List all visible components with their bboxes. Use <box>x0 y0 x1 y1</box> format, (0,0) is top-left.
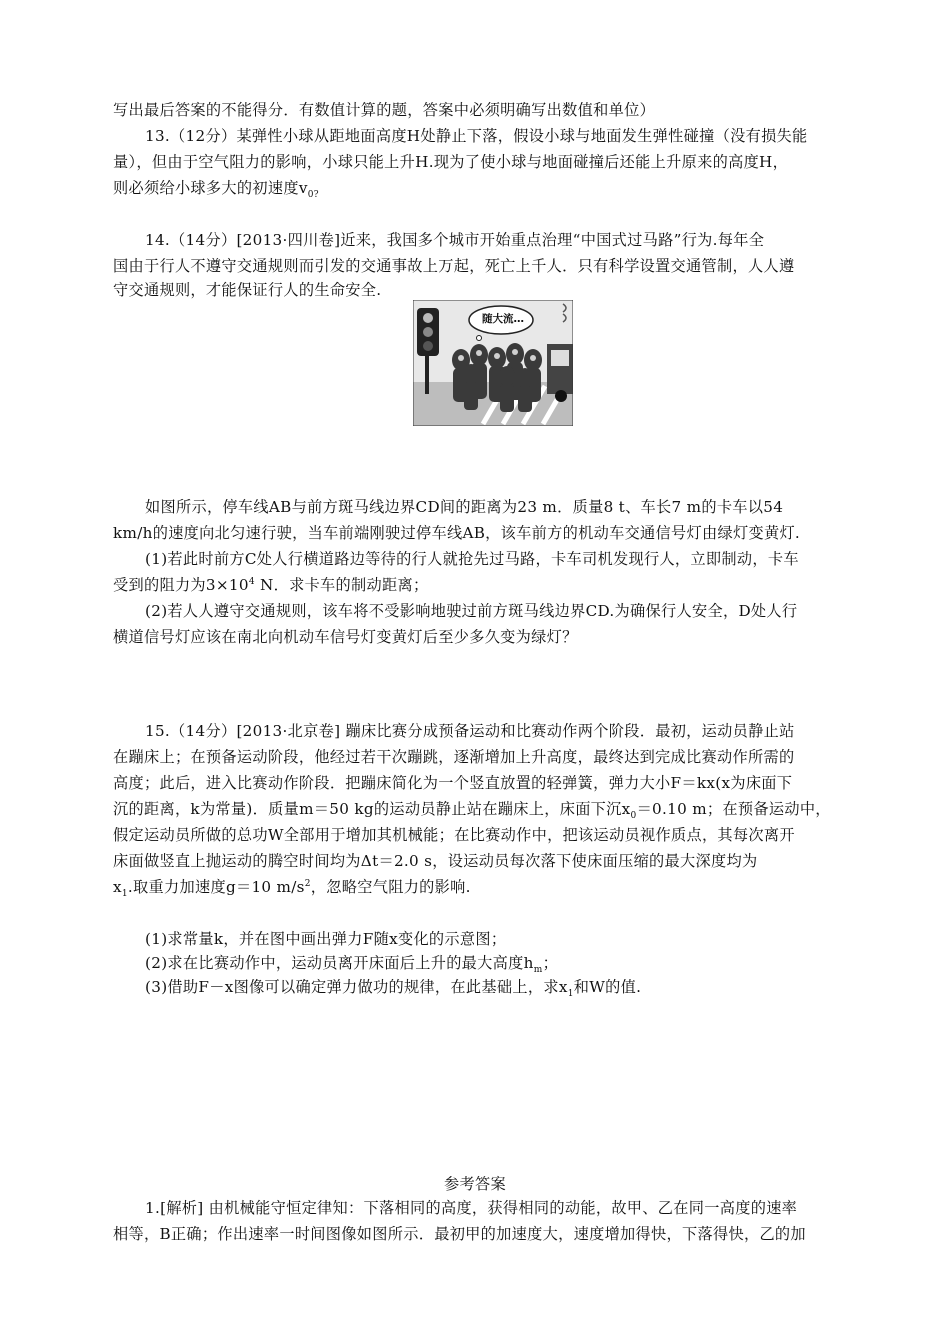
q14-line-2: 国由于行人不遵守交通规则而引发的交通事故上万起，死亡上千人．只有科学设置交通管制，人人遵 <box>113 257 795 275</box>
q14-line-3: 守交通规则，才能保证行人的生命安全. <box>113 281 382 299</box>
speech-bubble-text: 随大流… <box>482 313 524 325</box>
q14-sub-2a: (2)若人人遵守交通规则，该车将不受影响地驶过前方斑马线边界CD.为确保行人安全，D处人行 <box>145 602 798 620</box>
q15-sub-3: (3)借助F－x图像可以确定弹力做功的规律，在此基础上，求$x_1$和W的值. <box>145 978 642 1000</box>
q14-sub-1b: 受到的阻力为$3\times 10^4$ N．求卡车的制动距离； <box>113 576 429 594</box>
q13-line-3: 则必须给小球多大的初速度$v_{0?}$ <box>113 179 319 201</box>
q15-line-3: 高度；此后，进入比赛动作阶段．把蹦床简化为一个竖直放置的轻弹簧，弹力大小F＝kx(x为床面下 <box>113 774 793 792</box>
traffic-cartoon-figure <box>413 300 573 426</box>
intro-line: 写出最后答案的不能得分．有数值计算的题，答案中必须明确写出数值和单位） <box>113 101 656 119</box>
q15-line-5: 假定运动员所做的总功W全部用于增加其机械能；在比赛动作中，把该运动员视作质点，其每次离开 <box>113 826 795 844</box>
answer-1-line-2: 相等，B正确；作出速率一时间图像如图所示．最初甲的加速度大，速度增加得快，下落得快，乙的加 <box>113 1225 806 1243</box>
q14-sub-1a: (1)若此时前方C处人行横道路边等待的行人就抢先过马路，卡车司机发现行人，立即制动，卡车 <box>145 550 799 568</box>
answers-heading: 参考答案 <box>444 1175 506 1193</box>
q15-line-1: 15.（14分）[2013·北京卷] 蹦床比赛分成预备运动和比赛动作两个阶段．最初，运动员静止站 <box>145 722 795 740</box>
q14-para-1: 如图所示，停车线AB与前方斑马线边界CD间的距离为23 m．质量8 t、车长7 m的卡车以54 <box>145 498 784 516</box>
q14-line-1: 14.（14分）[2013·四川卷]近来，我国多个城市开始重点治理“中国式过马路”行为.每年全 <box>145 231 765 249</box>
q13-line-2: 量），但由于空气阻力的影响，小球只能上升H.现为了使小球与地面碰撞后还能上升原来的高度H， <box>113 153 789 171</box>
q15-sub-1: (1)求常量k，并在图中画出弹力F随x变化的示意图； <box>145 930 507 948</box>
q13-line-1: 13.（12分）某弹性小球从距地面高度H处静止下落，假设小球与地面发生弹性碰撞（没有损失能 <box>145 127 808 145</box>
q15-line-7: $x_1$.取重力加速度g＝10 $m/s^2$，忽略空气阻力的影响. <box>113 878 471 900</box>
answer-1-line-1: 1.[解析] 由机械能守恒定律知：下落相同的高度，获得相同的动能，故甲、乙在同一高度的速率 <box>145 1199 798 1217</box>
q15-line-2: 在蹦床上；在预备运动阶段，他经过若干次蹦跳，逐渐增加上升高度，最终达到完成比赛动作所需的 <box>113 748 795 766</box>
q15-sub-2: (2)求在比赛动作中，运动员离开床面后上升的最大高度$h_m$； <box>145 954 559 976</box>
q14-sub-2b: 横道信号灯应该在南北向机动车信号灯变黄灯后至少多久变为绿灯？ <box>113 628 578 646</box>
q15-line-6: 床面做竖直上抛运动的腾空时间均为Δt＝2.0 s，设运动员每次落下使床面压缩的最大深度均为 <box>113 852 758 870</box>
q15-line-4: 沉的距离，k为常量)．质量m＝50 kg的运动员静止站在蹦床上，床面下沉$x_0=0.10$ m；在预备运动中， <box>113 800 831 822</box>
q14-para-2: km/h的速度向北匀速行驶，当车前端刚驶过停车线AB，该车前方的机动车交通信号灯由绿灯变黄灯. <box>113 524 801 542</box>
